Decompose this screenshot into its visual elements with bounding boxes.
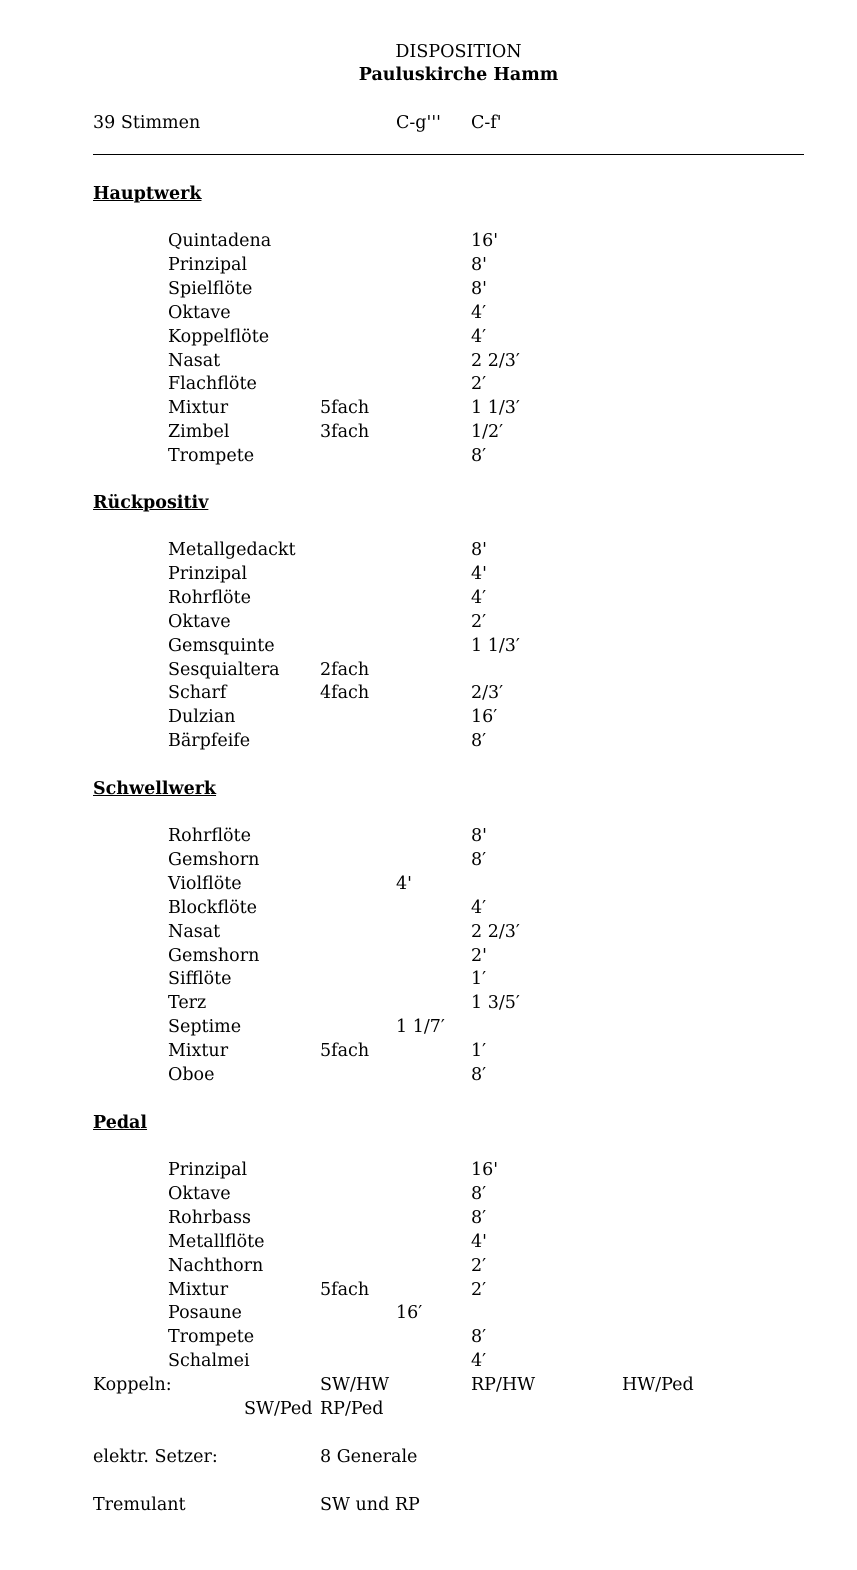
stop-row (0, 658, 857, 682)
stop-name: Posaune (168, 1303, 242, 1324)
stop-pitch: 16' (471, 231, 499, 251)
stop-pitch-alt: 16′ (396, 1303, 423, 1324)
stop-pitch: 16′ (471, 707, 498, 728)
stop-name: Spielflöte (168, 278, 253, 299)
stop-row (0, 1182, 857, 1206)
section-heading: Hauptwerk (93, 184, 202, 204)
stop-name: Sesquialtera (168, 659, 280, 680)
stop-pitch: 8' (471, 278, 487, 299)
stop-pitch: 4′ (471, 302, 487, 323)
manual-range: C-g''' (396, 113, 441, 133)
stop-pitch: 8′ (471, 1327, 487, 1348)
stop-row (0, 301, 857, 325)
stop-pitch: 1 3/5′ (471, 993, 520, 1014)
stop-pitch: 8' (471, 540, 487, 560)
koppel-hw-ped: HW/Ped (622, 1375, 694, 1395)
stop-name: Koppelflöte (168, 326, 270, 347)
stop-pitch: 8′ (471, 731, 487, 752)
stop-row (0, 872, 857, 896)
stop-row (0, 1325, 857, 1349)
stop-name: Metallflöte (168, 1231, 265, 1252)
stop-name: Bärpfeife (168, 731, 251, 752)
stop-pitch: 2′ (471, 611, 487, 632)
stop-pitch: 2′ (471, 374, 487, 395)
stop-multiplicity: 3fach (320, 422, 370, 443)
stop-pitch: 16' (471, 1160, 499, 1180)
stop-pitch: 4' (471, 563, 487, 584)
stop-row (0, 1349, 857, 1373)
setzer-value: 8 Generale (320, 1447, 418, 1467)
koppel-sw-ped: SW/Ped (244, 1399, 313, 1419)
stop-row (0, 1230, 857, 1254)
stop-name: Rohrflöte (168, 826, 251, 846)
stop-name: Violflöte (168, 873, 242, 894)
stop-name: Mixtur (168, 398, 229, 419)
stop-name: Nachthorn (168, 1255, 264, 1276)
stop-row (0, 920, 857, 944)
stop-row (0, 634, 857, 658)
stop-name: Prinzipal (168, 563, 248, 584)
stop-pitch: 4′ (471, 587, 487, 608)
stop-name: Blockflöte (168, 897, 257, 918)
stop-row (0, 824, 857, 848)
stop-row (0, 1039, 857, 1063)
stop-name: Trompete (168, 1327, 255, 1348)
stop-pitch: 8′ (471, 1183, 487, 1204)
stop-row (0, 991, 857, 1015)
stop-name: Trompete (168, 446, 255, 467)
stop-name: Mixtur (168, 1279, 229, 1300)
stop-name: Nasat (168, 350, 221, 371)
stop-multiplicity: 4fach (320, 683, 370, 704)
stop-row (0, 420, 857, 444)
tremulant-value: SW und RP (320, 1495, 420, 1515)
koppel-rp-ped: RP/Ped (320, 1399, 384, 1419)
stop-name: Dulzian (168, 707, 236, 728)
stop-name: Rohrbass (168, 1207, 251, 1228)
document-subtitle: Pauluskirche Hamm (358, 65, 559, 85)
stop-pitch: 1 1/3′ (471, 398, 520, 419)
stop-name: Metallgedackt (168, 540, 296, 560)
stop-name: Quintadena (168, 231, 272, 251)
stop-name: Gemshorn (168, 945, 260, 966)
stop-row (0, 372, 857, 396)
stop-pitch: 2′ (471, 1255, 487, 1276)
stop-name: Nasat (168, 921, 221, 942)
stop-pitch: 2' (471, 945, 487, 966)
stop-row (0, 848, 857, 872)
stop-row (0, 586, 857, 610)
stop-name: Scharf (168, 683, 227, 704)
stop-row (0, 944, 857, 968)
tremulant-label: Tremulant (93, 1495, 186, 1515)
stop-pitch: 1′ (471, 1041, 487, 1062)
document-title: DISPOSITION (395, 42, 522, 62)
section-heading: Rückpositiv (93, 493, 209, 513)
stop-multiplicity: 5fach (320, 398, 370, 419)
stop-row (0, 610, 857, 634)
stop-multiplicity: 5fach (320, 1279, 370, 1300)
stop-pitch-alt: 4' (396, 873, 412, 894)
stop-name: Flachflöte (168, 374, 257, 395)
stop-name: Septime (168, 1017, 242, 1038)
stop-pitch: 4′ (471, 326, 487, 347)
stop-name: Oktave (168, 302, 231, 323)
stop-row (0, 1015, 857, 1039)
koppeln-label: Koppeln: (93, 1375, 172, 1395)
stop-name: Oktave (168, 611, 231, 632)
stop-row (0, 444, 857, 468)
stop-pitch: 2 2/3′ (471, 921, 520, 942)
stop-row (0, 562, 857, 586)
koppel-sw-hw: SW/HW (320, 1375, 390, 1395)
stop-multiplicity: 2fach (320, 659, 370, 680)
stop-name: Rohrflöte (168, 587, 251, 608)
stop-pitch-alt: 1 1/7′ (396, 1017, 445, 1038)
stop-row (0, 1158, 857, 1182)
stop-name: Oktave (168, 1183, 231, 1204)
stop-row (0, 253, 857, 277)
stop-name: Oboe (168, 1065, 215, 1085)
header-divider (93, 154, 804, 155)
stop-row (0, 349, 857, 373)
stop-pitch: 8′ (471, 849, 487, 870)
stop-pitch: 8' (471, 254, 487, 275)
stop-name: Prinzipal (168, 254, 248, 275)
stop-pitch: 2/3′ (471, 683, 504, 704)
stop-pitch: 4′ (471, 1351, 487, 1372)
stop-pitch: 8' (471, 826, 487, 846)
koppel-rp-hw: RP/HW (471, 1375, 536, 1395)
stop-row (0, 1063, 857, 1087)
stop-row (0, 681, 857, 705)
stop-pitch: 1/2′ (471, 422, 504, 443)
stop-pitch: 1 1/3′ (471, 635, 520, 656)
stop-name: Zimbel (168, 422, 230, 443)
stop-name: Prinzipal (168, 1160, 248, 1180)
stimmen-count: 39 Stimmen (93, 113, 201, 133)
stop-row (0, 538, 857, 562)
stop-row (0, 705, 857, 729)
stop-name: Gemshorn (168, 849, 260, 870)
setzer-label: elektr. Setzer: (93, 1447, 218, 1467)
stop-row (0, 729, 857, 753)
stop-row (0, 325, 857, 349)
stop-row (0, 1278, 857, 1302)
stop-pitch: 2′ (471, 1279, 487, 1300)
pedal-range: C-f' (471, 113, 502, 133)
stop-row (0, 1301, 857, 1325)
stop-pitch: 8′ (471, 1065, 487, 1085)
stop-row (0, 396, 857, 420)
stop-pitch: 4' (471, 1231, 487, 1252)
stop-name: Gemsquinte (168, 635, 275, 656)
stop-pitch: 1′ (471, 969, 487, 990)
stop-row (0, 967, 857, 991)
stop-row (0, 1206, 857, 1230)
stop-pitch: 4′ (471, 897, 487, 918)
stop-name: Schalmei (168, 1351, 250, 1372)
stop-pitch: 8′ (471, 446, 487, 467)
section-heading: Pedal (93, 1113, 148, 1133)
stop-name: Sifflöte (168, 969, 232, 990)
stop-multiplicity: 5fach (320, 1041, 370, 1062)
stop-row (0, 229, 857, 253)
stop-row (0, 277, 857, 301)
stop-row (0, 1254, 857, 1278)
stop-name: Mixtur (168, 1041, 229, 1062)
stop-pitch: 8′ (471, 1207, 487, 1228)
stop-pitch: 2 2/3′ (471, 350, 520, 371)
stop-name: Terz (168, 993, 207, 1014)
stop-row (0, 896, 857, 920)
section-heading: Schwellwerk (93, 779, 217, 799)
